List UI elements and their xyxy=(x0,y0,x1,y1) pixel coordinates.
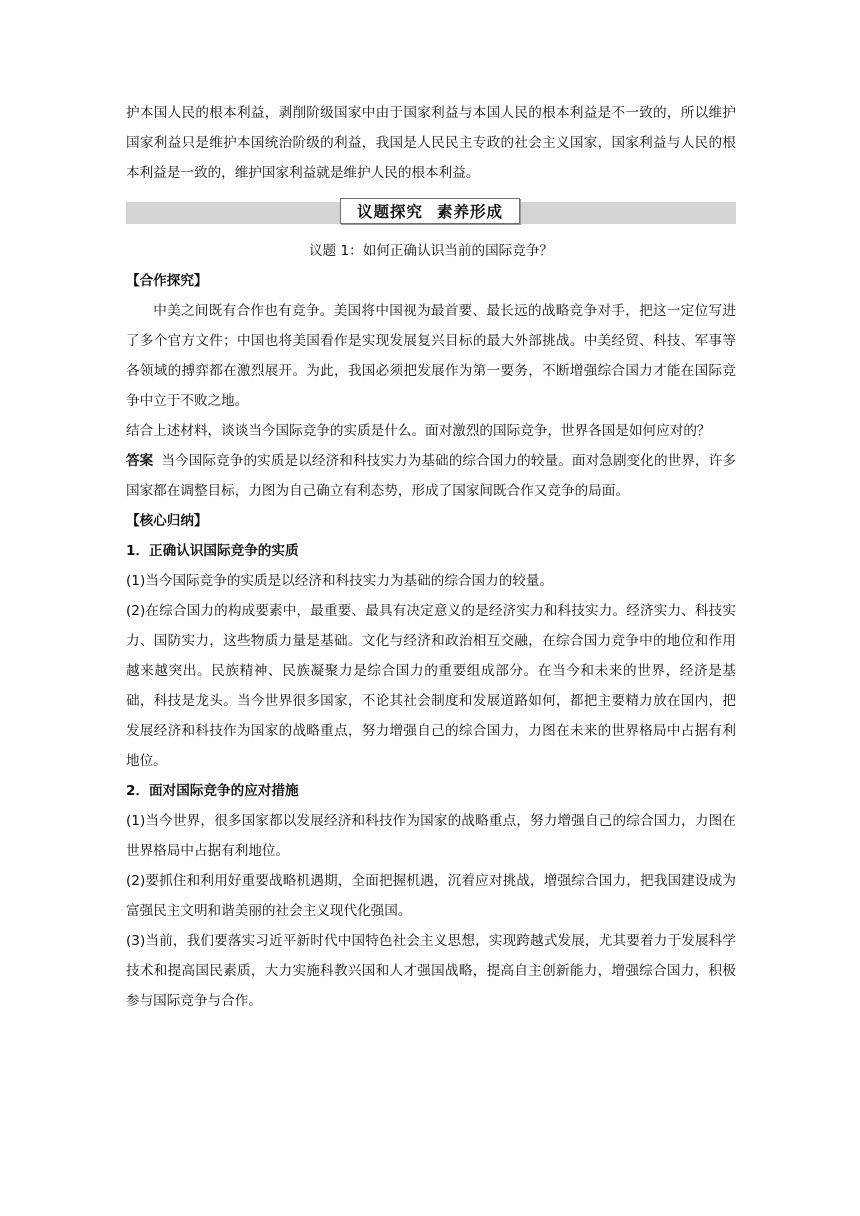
section-banner xyxy=(126,202,736,224)
answer-label: 答案 xyxy=(126,453,154,469)
banner-right-text: 素养形成 xyxy=(437,203,504,221)
topic-title: 议题 1：如何正确认识当前的国际竞争？ xyxy=(308,243,554,259)
answer-text: 当今国际竞争的实质是以经济和科技实力为基础的综合国力的较量。面对急剧变化的世界，许多国家都在调整目标，力图为自己确立有利态势，形成了国家间既合作又竞争的局面。 xyxy=(126,453,737,499)
section1-title: 1．正确认识国际竞争的实质 xyxy=(126,543,299,559)
cooperation-material: 中美之间既有合作也有竞争。美国将中国视为最首要、最长远的战略竞争对手，把这一定位写进了多个官方文件；中国也将美国看作是实现发展复兴目标的最大外部挑战。中美经贸、科技、军事等各领域的搏弈都在激烈展开。为此，我国必须把发展作为第一要务，不断增强综合国力才能在国际竞争中立于不败之地。 xyxy=(126,303,736,409)
section2-title: 2．面对国际竞争的应对措施 xyxy=(126,783,299,799)
section2-item-2: (2)要抓住和利用好重要战略机遇期，全面把握机遇，沉着应对挑战，增强综合国力，把我国建设成为富强民主文明和谐美丽的社会主义现代化强国。 xyxy=(126,873,736,919)
document-page xyxy=(126,98,736,1016)
cooperation-question: 结合上述材料，谈谈当今国际竞争的实质是什么。面对激烈的国际竞争，世界各国是如何应对的？ xyxy=(126,423,711,439)
section2-item-1: (1)当今世界，很多国家都以发展经济和科技作为国家的战略重点，努力增强自己的综合国力，力图在世界格局中占据有利地位。 xyxy=(126,813,736,859)
answer-paragraph xyxy=(126,446,736,506)
section2-item-3: (3)当前，我们要落实习近平新时代中国特色社会主义思想，实现跨越式发展，尤其要着力于发展科学技术和提高国民素质，大力实施科教兴国和人才强国战略，提高自主创新能力，增强综合国力，积极参与国际竞争与合作。 xyxy=(126,933,736,1009)
section-banner-title xyxy=(340,198,520,224)
section1-item-1: (1)当今国际竞争的实质是以经济和科技实力为基础的综合国力的较量。 xyxy=(126,573,554,589)
banner-left-text: 议题探究 xyxy=(356,203,423,221)
core-tag: 【核心归纳】 xyxy=(126,513,208,529)
cooperation-tag: 【合作探究】 xyxy=(126,273,208,289)
section1-item-2: (2)在综合国力的构成要素中，最重要、最具有决定意义的是经济实力和科技实力。经济实力、科技实力、国防实力，这些物质力量是基础。文化与经济和政治相互交融，在综合国力竞争中的地位和作用越来越突出。民族精神、民族凝聚力是综合国力的重要组成部分。在当今和未来的世界，经济是基础，科技是龙头。当今世界很多国家，不论其社会制度和发展道路如何，都把主要精力放在国内，把发展经济和科技作为国家的战略重点，努力增强自己的综合国力，力图在未来的世界格局中占据有利地位。 xyxy=(126,603,736,769)
intro-paragraph: 护本国人民的根本利益，剥削阶级国家中由于国家利益与本国人民的根本利益是不一致的，所以维护国家利益只是维护本国统治阶级的利益，我国是人民民主专政的社会主义国家，国家利益与人民的根本利益是一致的，维护国家利益就是维护人民的根本利益。 xyxy=(126,105,736,181)
